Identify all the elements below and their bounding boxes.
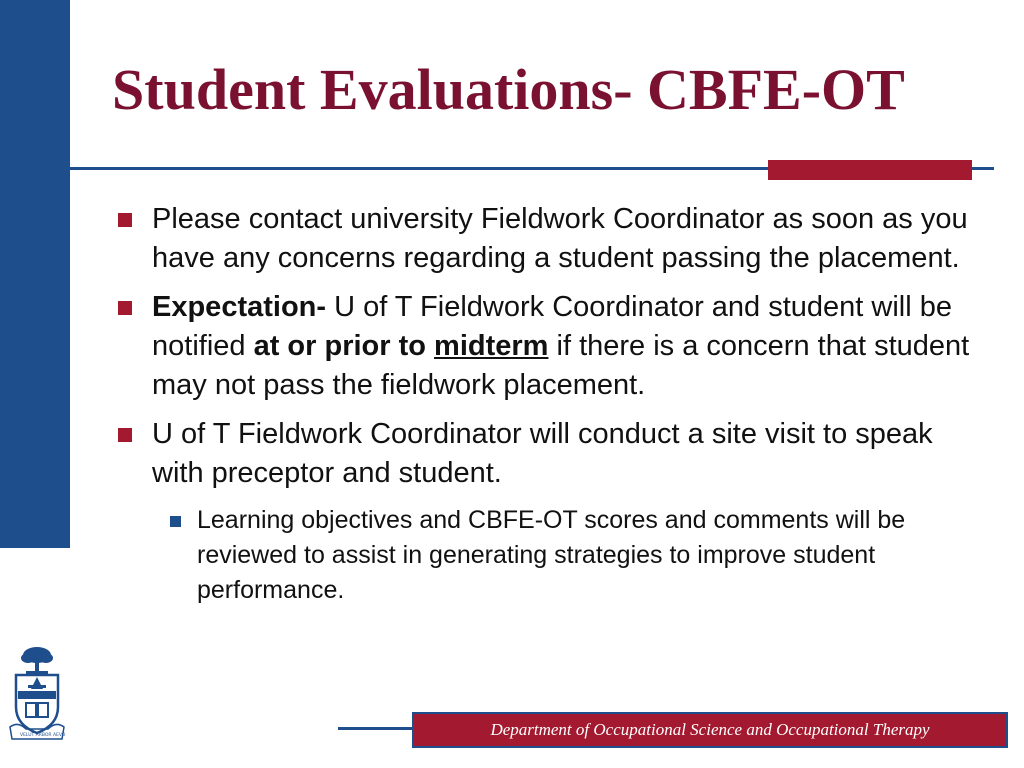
bullet-text <box>152 288 992 405</box>
square-bullet-icon <box>118 428 132 442</box>
slide-content <box>112 200 992 608</box>
bullet-text: Please contact university Fieldwork Coordinator as soon as you have any concerns regarding a student passing the placement. <box>152 203 968 274</box>
bullet-text: U of T Fieldwork Coordinator will conduct a site visit to speak with preceptor and student. <box>152 418 933 489</box>
bullet-underline: midterm <box>434 330 549 362</box>
bullet-space <box>426 330 434 362</box>
bullet-item <box>112 415 992 493</box>
square-sub-bullet-icon <box>170 516 181 527</box>
footer-divider-line <box>338 727 414 730</box>
bullet-text-part: if there is a concern that student may not pass the fieldwork placement. <box>152 330 970 401</box>
slide-title: Student Evaluations- CBFE-OT <box>112 57 905 122</box>
title-divider-accent <box>768 160 972 180</box>
svg-text:VELUT ARBOR AEVO: VELUT ARBOR AEVO <box>20 733 66 738</box>
footer-text: Department of Occupational Science and Occupational Therapy <box>490 720 930 739</box>
square-bullet-icon <box>118 301 132 315</box>
left-accent-bar <box>0 0 70 548</box>
bullet-item <box>112 200 992 278</box>
sub-bullet-text: Learning objectives and CBFE-OT scores and comments will be reviewed to assist in generating strategies to improve student performance. <box>197 506 906 604</box>
bullet-emphasis: at or prior to <box>253 330 426 362</box>
sub-bullet-item <box>112 503 992 608</box>
bullet-item <box>112 288 992 405</box>
bullet-text-part: U of T Fieldwork Coordinator and student will be notified <box>152 291 952 362</box>
footer-banner <box>412 712 1008 748</box>
square-bullet-icon <box>118 213 132 227</box>
university-crest-icon <box>8 645 66 743</box>
bullet-lead: Expectation- <box>152 291 327 323</box>
